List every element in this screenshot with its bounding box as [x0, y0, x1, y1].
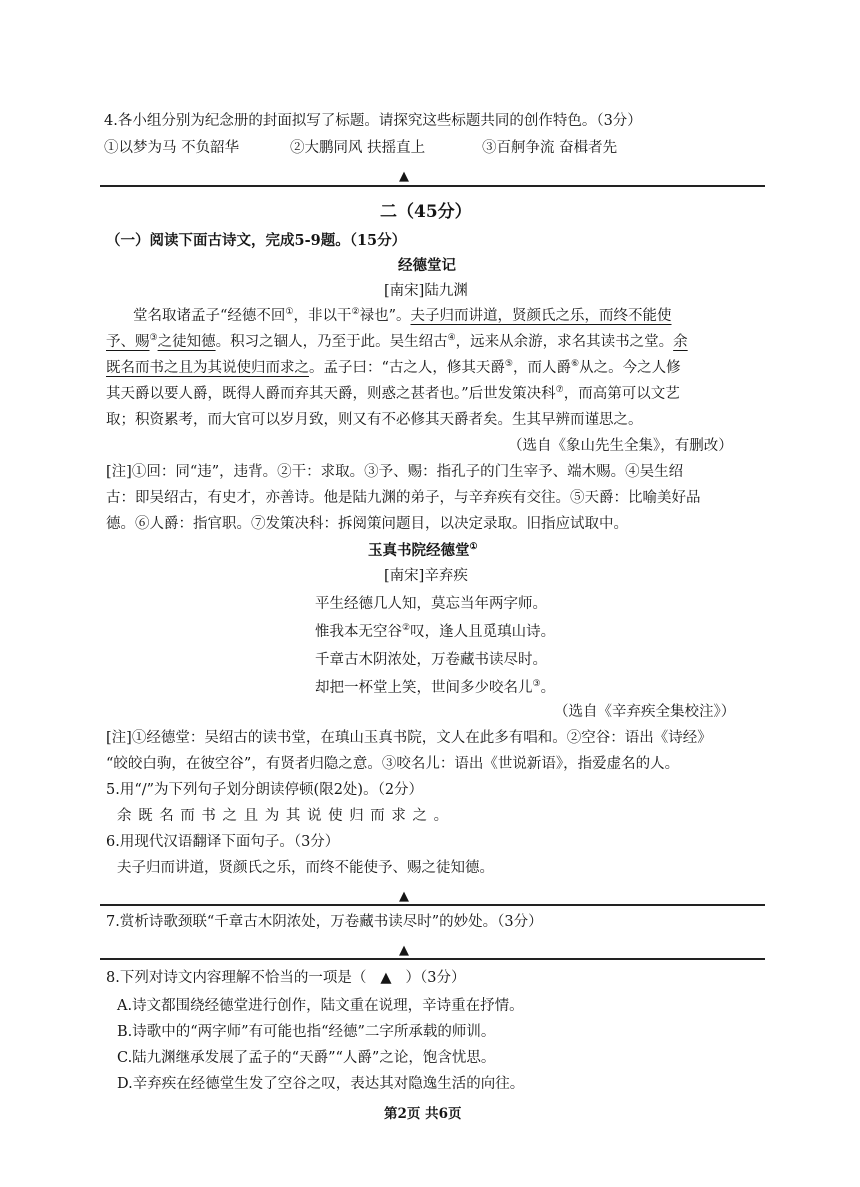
answer-blank: ▲: [380, 970, 392, 986]
prose-note-1: [注]①回：同“违”，违背。②干：求取。③予、赐：指孔子的门生宰予、端木赐。④吴生绍: [106, 464, 684, 480]
answer-line: [100, 185, 765, 187]
answer-mark: ▲: [399, 943, 409, 958]
section-2-heading: 二（45分）: [380, 202, 472, 222]
answer-line: [100, 958, 765, 960]
prose-line-2: 予、赐③之徒知德。积习之锢人，乃至于此。吴生绍古④，远来从余游，求名其读书之堂。余: [106, 333, 688, 350]
q4-title-1: ①以梦为马 不负韶华: [104, 140, 240, 156]
q8-option-d: D.辛弃疾在经德堂生发了空谷之叹，表达其对隐逸生活的向往。: [117, 1076, 525, 1092]
poem-line-3: 千章古木阴浓处，万卷藏书读尽时。: [315, 652, 547, 668]
q6-sentence: 夫子归而讲道，贤颜氏之乐，而终不能使予、赐之徒知德。: [117, 860, 494, 876]
q8-option-c: C.陆九渊继承发展了孟子的“天爵”“人爵”之论，饱含忧思。: [117, 1050, 496, 1066]
q8-option-a: A.诗文都围绕经德堂进行创作，陆文重在说理，辛诗重在抒情。: [117, 998, 524, 1014]
answer-mark: ▲: [399, 889, 409, 904]
prose-source: （选自《象山先生全集》，有删改）: [508, 438, 733, 454]
question-5-prompt: 5.用“/”为下列句子划分朗读停顿(限2处)。（2分）: [106, 782, 424, 798]
prose-line-4: 其天爵以要人爵，既得人爵而弃其天爵，则惑之甚者也。”后世发策决科⑦，而高第可以文艺: [106, 385, 680, 402]
prose-note-2: 古：即吴绍古，有史才，亦善诗。他是陆九渊的弟子，与辛弃疾有交往。⑤天爵：比喻美好品: [106, 490, 701, 506]
answer-mark: ▲: [399, 169, 409, 184]
poem-line-4: 却把一杯堂上笑，世间多少咬名儿③。: [315, 679, 556, 696]
part-1-instruction: （一）阅读下面古诗文，完成5-9题。（15分）: [106, 232, 407, 249]
prose-line-5: 取；积资累考，而大官可以岁月致，则又有不必修其天爵者矣。生其早辨而谨思之。: [106, 412, 643, 428]
poem-line-1: 平生经德几人知，莫忘当年两字师。: [315, 596, 547, 612]
q8-option-b: B.诗歌中的“两字师”有可能也指“经德”二字所承载的师训。: [117, 1024, 496, 1040]
question-4-prompt: 4.各小组分别为纪念册的封面拟写了标题。请探究这些标题共同的创作特色。（3分）: [104, 113, 642, 129]
question-8-prompt: 8.下列对诗文内容理解不恰当的一项是（ ▲ ）（3分）: [106, 970, 466, 986]
poem-note-1: [注]①经德堂：吴绍古的读书堂，在瑱山玉真书院，文人在此多有唱和。②空谷：语出《诗经》: [106, 730, 712, 746]
q4-title-2: ②大鹏同风 扶摇直上: [290, 140, 426, 156]
poem-note-2: “皎皎白驹，在彼空谷”，有贤者归隐之意。③咬名儿：语出《世说新语》，指爱虚名的人。: [106, 756, 680, 772]
q4-title-3: ③百舸争流 奋楫者先: [482, 140, 618, 156]
prose-line-3: 既名而书之且为其说使归而求之。孟子曰：“古之人，修其天爵⑤，而人爵⑥从之。今之人修: [106, 359, 681, 376]
answer-line: [100, 904, 765, 906]
poem-source: （选自《辛弃疾全集校注》）: [554, 704, 736, 720]
page-footer: 第2页 共6页: [384, 1106, 462, 1122]
prose-note-3: 德。⑥人爵：指官职。⑦发策决科：拆阅策问题目，以决定录取。旧指应试取中。: [106, 516, 628, 532]
poem-line-2: 惟我本无空谷②叹，逢人且觅瑱山诗。: [315, 623, 556, 640]
question-7-prompt: 7.赏析诗歌颈联“千章古木阴浓处，万卷藏书读尽时”的妙处。（3分）: [106, 914, 543, 930]
question-6-prompt: 6.用现代汉语翻译下面句子。（3分）: [106, 834, 340, 850]
prose-author: [南宋]陆九渊: [384, 283, 468, 299]
q5-sentence: 余 既 名 而 书 之 且 为 其 说 使 归 而 求 之 。: [117, 808, 450, 824]
prose-line-1: 堂名取诸孟子“经德不回①，非以干②禄也”。夫子归而讲道，贤颜氏之乐，而终不能使: [133, 307, 672, 324]
poem-author: [南宋]辛弃疾: [384, 568, 468, 584]
prose-title: 经德堂记: [398, 257, 456, 274]
poem-title: 玉真书院经德堂①: [368, 542, 478, 559]
